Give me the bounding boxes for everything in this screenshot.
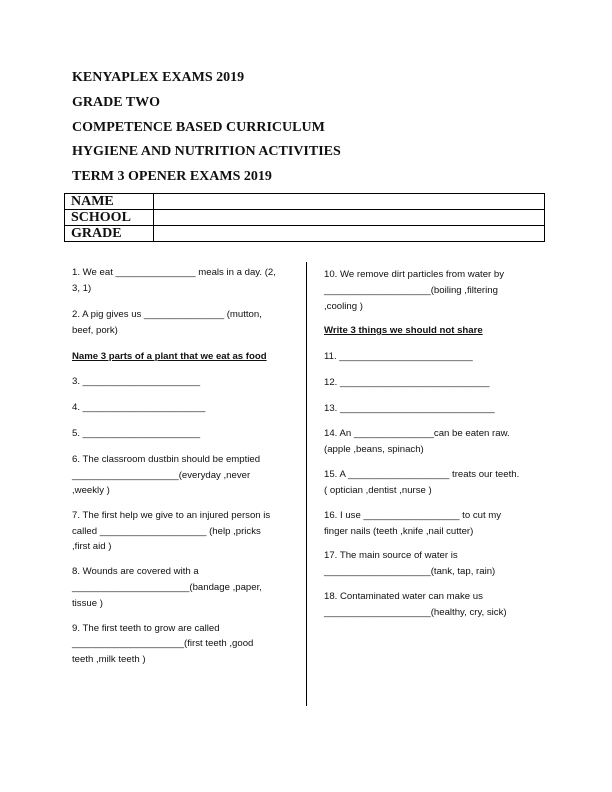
- header-line: TERM 3 OPENER EXAMS 2019: [72, 169, 272, 184]
- question-line: 17. The main source of water is: [324, 550, 458, 561]
- section-heading: Write 3 things we should not share: [324, 325, 483, 336]
- question-line: 7. The first help we give to an injured person is: [72, 510, 271, 521]
- question-line: ____________________(tank, tap, rain): [324, 566, 496, 577]
- question-line: called ____________________ (help ,pricks: [72, 526, 261, 537]
- question-line: tissue ): [72, 598, 103, 609]
- question-line: (apple ,beans, spinach): [324, 444, 424, 455]
- question-line: 10. We remove dirt particles from water by: [324, 269, 505, 280]
- question-line: 3. ______________________: [72, 376, 201, 387]
- question-line: 16. I use __________________ to cut my: [324, 510, 502, 521]
- question-line: 11. _________________________: [324, 351, 473, 362]
- question-line: 18. Contaminated water can make us: [324, 591, 483, 602]
- question-line: ,weekly ): [72, 485, 110, 496]
- header-line: HYGIENE AND NUTRITION ACTIVITIES: [72, 144, 341, 159]
- header-line: KENYAPLEX EXAMS 2019: [72, 70, 245, 85]
- question-line: beef, pork): [72, 325, 118, 336]
- question-line: finger nails (teeth ,knife ,nail cutter): [324, 526, 474, 537]
- question-line: 14. An _______________can be eaten raw.: [324, 428, 510, 439]
- grade-field[interactable]: [154, 226, 545, 242]
- question-line: teeth ,milk teeth ): [72, 654, 146, 665]
- question-line: 3, 1): [72, 283, 92, 294]
- question-line: ,first aid ): [72, 541, 112, 552]
- question-line: 1. We eat _______________ meals in a day. (2,: [72, 267, 276, 278]
- question-line: _____________________(first teeth ,good: [72, 638, 254, 649]
- section-heading: Name 3 parts of a plant that we eat as food: [72, 351, 267, 362]
- name-label: NAME: [65, 194, 154, 210]
- question-line: ____________________(healthy, cry, sick): [324, 607, 507, 618]
- question-line: 13. _____________________________: [324, 403, 495, 414]
- question-line: 15. A ___________________ treats our teeth.: [324, 469, 520, 480]
- question-line: ______________________(bandage ,paper,: [72, 582, 262, 593]
- question-line: 5. ______________________: [72, 428, 201, 439]
- question-line: 8. Wounds are covered with a: [72, 566, 199, 577]
- column-divider: [306, 262, 307, 706]
- question-line: ,cooling ): [324, 301, 363, 312]
- question-line: 6. The classroom dustbin should be emptied: [72, 454, 261, 465]
- header-line: COMPETENCE BASED CURRICULUM: [72, 120, 325, 135]
- name-field[interactable]: [154, 194, 545, 210]
- question-line: ( optician ,dentist ,nurse ): [324, 485, 432, 496]
- school-field[interactable]: [154, 210, 545, 226]
- grade-label: GRADE: [65, 226, 154, 242]
- header-line: GRADE TWO: [72, 95, 161, 110]
- question-line: ____________________(boiling ,filtering: [324, 285, 498, 296]
- question-line: 9. The first teeth to grow are called: [72, 623, 220, 634]
- school-label: SCHOOL: [65, 210, 154, 226]
- question-line: 12. ____________________________: [324, 377, 490, 388]
- question-line: 4. _______________________: [72, 402, 206, 413]
- question-line: ____________________(everyday ,never: [72, 470, 251, 481]
- question-line: 2. A pig gives us _______________ (mutton,: [72, 309, 262, 320]
- student-info-table: [64, 193, 545, 242]
